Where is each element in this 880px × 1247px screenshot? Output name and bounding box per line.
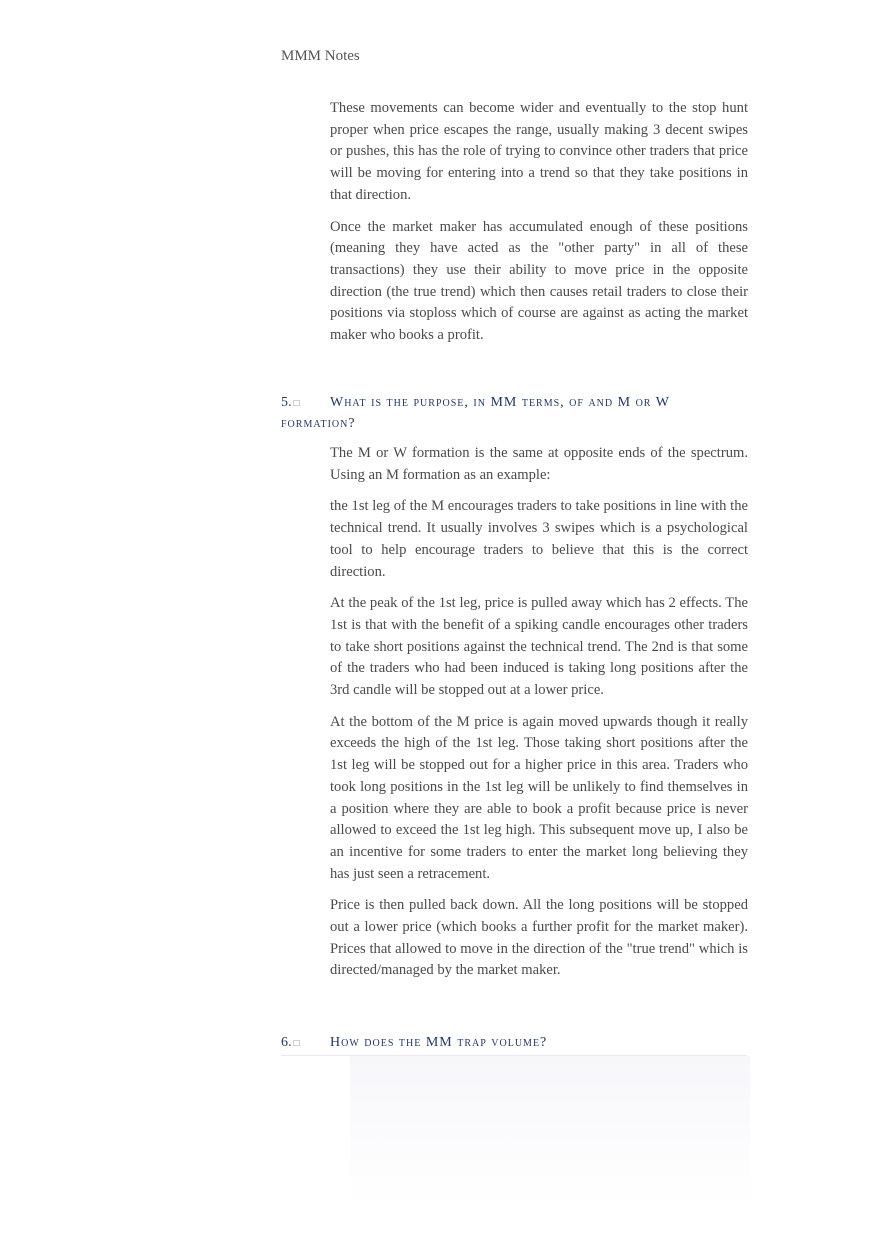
text-block-mw-formation <box>330 443 748 992</box>
bullet-box-icon: □ <box>293 398 300 409</box>
section-heading-5 <box>281 393 747 434</box>
section-title: How does the MM trap volume? <box>330 1035 548 1050</box>
section-number: 6. □ <box>281 1035 300 1050</box>
paragraph: the 1st leg of the M encourages traders to take positions in line with the technical trend. It usually involves 3 swipes which is a psychological tool to help encourage traders to believe that this is the correct direction. <box>330 498 748 580</box>
paragraph: At the bottom of the M price is again moved upwards though it really exceeds the high of the 1st leg. Those taking short positions after the 1st leg will be stopped out for a higher price in this area. Traders who took long positions in the 1st leg will be unlikely to find themselves in a position where they are able to book a profit because price is never allowed to exceed the 1st leg high. This subsequent move up, I also be an incentive for some traders to enter the market long believing they has just seen a retracement. <box>330 713 748 882</box>
bullet-box-icon: □ <box>293 1038 300 1049</box>
section-heading-6 <box>281 1033 747 1056</box>
paragraph: Once the market maker has accumulated enough of these positions (meaning they have acted as the "other party" in all of these transactions) they use their ability to move price in the opposite direction (the true trend) which then causes retail traders to close their positions via stoploss which of course are against as acting the market maker who books a profit. <box>330 218 748 344</box>
page-shading <box>350 1056 750 1206</box>
paragraph: These movements can become wider and eventually to the stop hunt proper when price escapes the range, usually making 3 decent swipes or pushes, this has the role of trying to convince other traders that price will be moving for entering into a trend so that they take positions in that direction. <box>330 100 748 203</box>
text-block-intro <box>330 98 748 357</box>
section-number: 5. □ <box>281 395 300 410</box>
paragraph: Price is then pulled back down. All the long positions will be stopped out a lower price (which books a further profit for the market maker). Prices that allowed to move in the direction of the "true trend" which is directed/managed by the market maker. <box>330 897 748 979</box>
paragraph: At the peak of the 1st leg, price is pulled away which has 2 effects. The 1st is that with the benefit of a spiking candle encourages other traders to take short positions against the technical trend. The 2nd is that some of the traders who had been induced is taking long positions after the 3rd candle will be stopped out at a lower price. <box>330 595 748 699</box>
section-title: What is the purpose, in MM terms, of and M or W formation? <box>281 395 670 431</box>
paragraph: The M or W formation is the same at opposite ends of the spectrum. Using an M formation as an example: <box>330 445 748 483</box>
page-header: MMM Notes <box>281 48 360 64</box>
